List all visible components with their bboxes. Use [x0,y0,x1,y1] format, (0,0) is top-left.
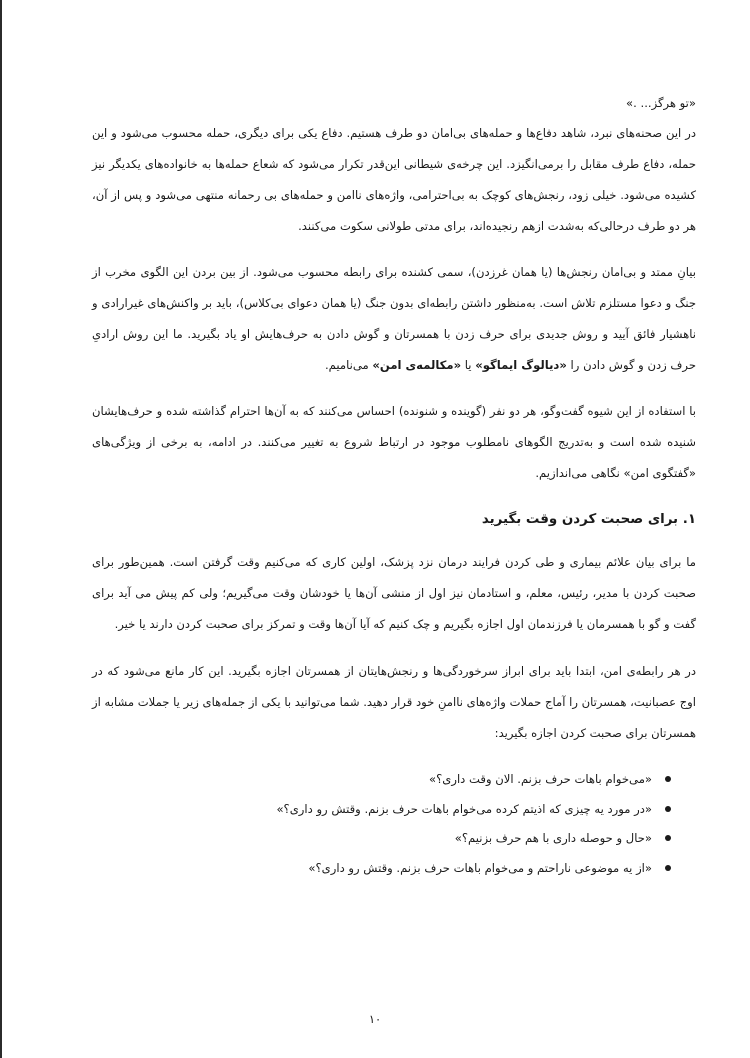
list-item [92,765,668,795]
term-imago-dialogue: «دیالوگ ایماگو» [475,358,567,372]
list-item-text: «از یه موضوعی ناراحتم و می‌خوام باهات حرف بزنم. وقتش رو داری؟» [308,860,652,875]
term-safe-conversation: «مکالمه‌ی امن» [372,358,462,372]
list-item-text: «می‌خوام باهات حرف بزنم. الان وقت داری؟» [429,772,652,786]
list-item-text: «در مورد یه چیزی که اذیتم کرده می‌خوام باهات حرف بزنم. وقتش رو داری؟» [276,801,652,816]
paragraph-1: در این صحنه‌های نبرد، شاهد دفاع‌ها و حمله‌های بی‌امان دو طرف هستیم. دفاع یکی برای دیگری، حمله محسوب می‌شود و این حمله، دفاع طرف مقابل را برمی‌انگیزد. این چرخه‌ی شیطانی این‌قدر تکرار می‌شود که شعاع حمله‌ها به خانواده‌های یکدیگر نیز کشیده می‌شود. خیلی زود، رنجش‌های کوچک به بی‌احترامی، واژه‌های ناامن و حمله‌های بی رحمانه منتهی می‌شود و پس از آن، هر دو طرف درحالی‌که به‌شدت ازهم رنجیده‌اند، برای مدتی طولانی سکوت می‌کنند. [92,126,696,233]
page-number: ۱۰ [368,1012,382,1026]
section-paragraph-2: در هر رابطه‌ی امن، ابتدا باید برای ابراز سرخوردگی‌ها و رنجش‌هایتان از همسرتان اجازه بگیرید. این کار مانع می‌شود که در اوج عصبانیت، همسرتان را آماج حملات واژه‌های ناامنِ خود قرار دهید. شما می‌توانید با یکی از جمله‌های زیر یا جملات مشابه از همسرتان برای صحبت کردن اجازه بگیرید: [92,664,696,740]
section-heading: ۱. برای صحبت کردن وقت بگیرید [481,512,696,527]
bullet-icon [665,806,671,812]
paragraph-3: با استفاده از این شیوه گفت‌وگو، هر دو نفر (گوینده و شنونده) احساس می‌کنند که به آن‌ها احترام گذاشته شده و حرف‌هایشان شنیده شده است و به‌تدریج الگوهای نامطلوب موجود در ارتباط شروع به تغییر می‌کنند. در ادامه، به برخی از ویژگی‌های «گفتگوی امن» نگاهی می‌اندازیم. [92,404,696,480]
document-body [92,88,696,883]
section-paragraph-1: ما برای بیان علائم بیماری و طی کردن فرایند درمان نزد پزشک، اولین کاری که می‌کنیم وقت گرفتن است. همین‌طور برای صحبت کردن با مدیر، رئیس، معلم، و استادمان نیز اول از منشی آن‌ها یا خودشان وقت می‌گیریم؛ ولی کم پیش می آید برای گفت و گو با همسرمان یا فرزندمان اول اجازه بگیریم و چک کنیم که آیا آن‌ها وقت و تمرکز برای صحبت کردن دارند یا خیر. [92,555,696,631]
list-item [92,795,668,825]
list-item [92,854,668,884]
paragraph-2-end: می‌نامیم. [324,358,373,372]
paragraph-2-connector: یا [461,358,476,372]
list-item-text: «حال و حوصله داری با هم حرف بزنیم؟» [454,831,652,845]
list-item [92,824,668,854]
bullet-icon [665,776,671,782]
opening-quote: «تو هرگز... .» [626,96,696,110]
example-sentences-list [92,765,696,883]
paragraph-2-text: بیانِ ممتد و بی‌امان رنجش‌ها (یا همان غرزدن)، سمی کشنده برای رابطه محسوب می‌شود. از بین بردن این الگوی مخرب از جنگ و دعوا مستلزم تلاش است. به‌منظور داشتن رابطه‌ای بدون جنگ (یا همان دعوای بی‌کلاس)، باید بر واکنش‌های غیرارادی و ناهشیار فائق آیید و روش جدیدی برای حرف زدن با همسرتان و گوش دادن به حرف‌هایش او یاد بگیرید. ما این روش ارادیِ حرف زدن و گوش دادن را [92,265,696,372]
bullet-icon [665,835,671,841]
paragraph-2 [92,257,696,381]
page-edge-line [0,0,2,1058]
bullet-icon [665,865,671,871]
